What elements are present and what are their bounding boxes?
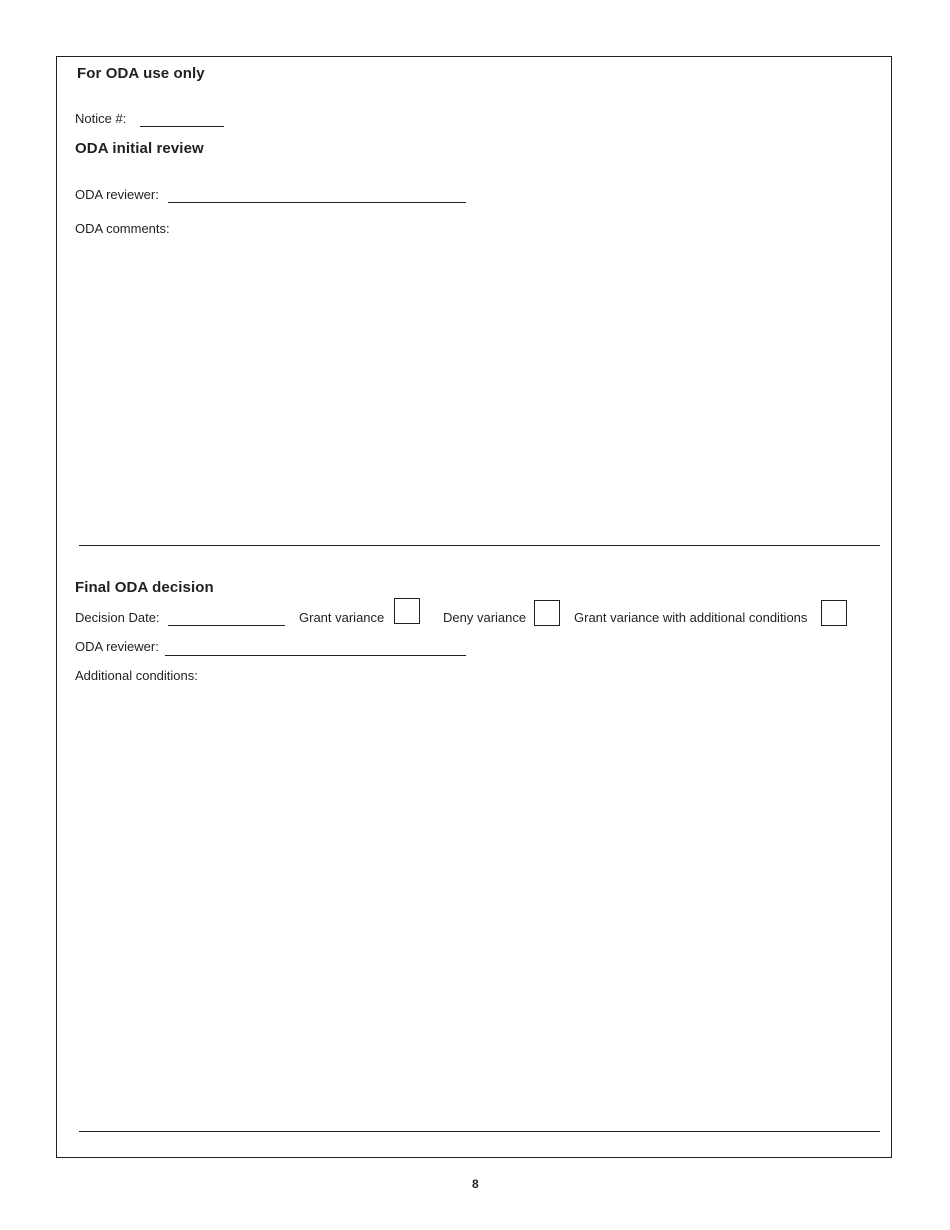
comments-label: ODA comments: (75, 221, 170, 236)
comments-area[interactable] (75, 242, 880, 538)
additional-conditions-label: Additional conditions: (75, 668, 198, 683)
deny-variance-checkbox[interactable] (534, 600, 560, 626)
notice-label: Notice #: (75, 111, 127, 126)
deny-variance-label: Deny variance (443, 610, 527, 625)
grant-with-conditions-checkbox[interactable] (821, 600, 847, 626)
grant-variance-checkbox[interactable] (394, 598, 420, 624)
initial-reviewer-label: ODA reviewer: (75, 187, 159, 202)
additional-conditions-area[interactable] (75, 690, 880, 1124)
initial-reviewer-field[interactable] (168, 202, 466, 203)
page-number: 8 (472, 1177, 479, 1191)
conditions-bottom-rule (79, 1131, 880, 1132)
notice-number-field[interactable] (140, 126, 224, 127)
initial-review-title: ODA initial review (75, 140, 204, 157)
comments-bottom-rule (79, 545, 880, 546)
decision-date-field[interactable] (168, 625, 285, 626)
final-reviewer-label: ODA reviewer: (75, 639, 159, 654)
final-decision-title: Final ODA decision (75, 579, 214, 596)
section-title-oda-use-only: For ODA use only (77, 65, 205, 82)
grant-with-conditions-label: Grant variance with additional conditions (574, 610, 808, 625)
decision-date-label: Decision Date: (75, 610, 160, 625)
grant-variance-label: Grant variance (299, 610, 385, 625)
final-reviewer-field[interactable] (165, 655, 466, 656)
